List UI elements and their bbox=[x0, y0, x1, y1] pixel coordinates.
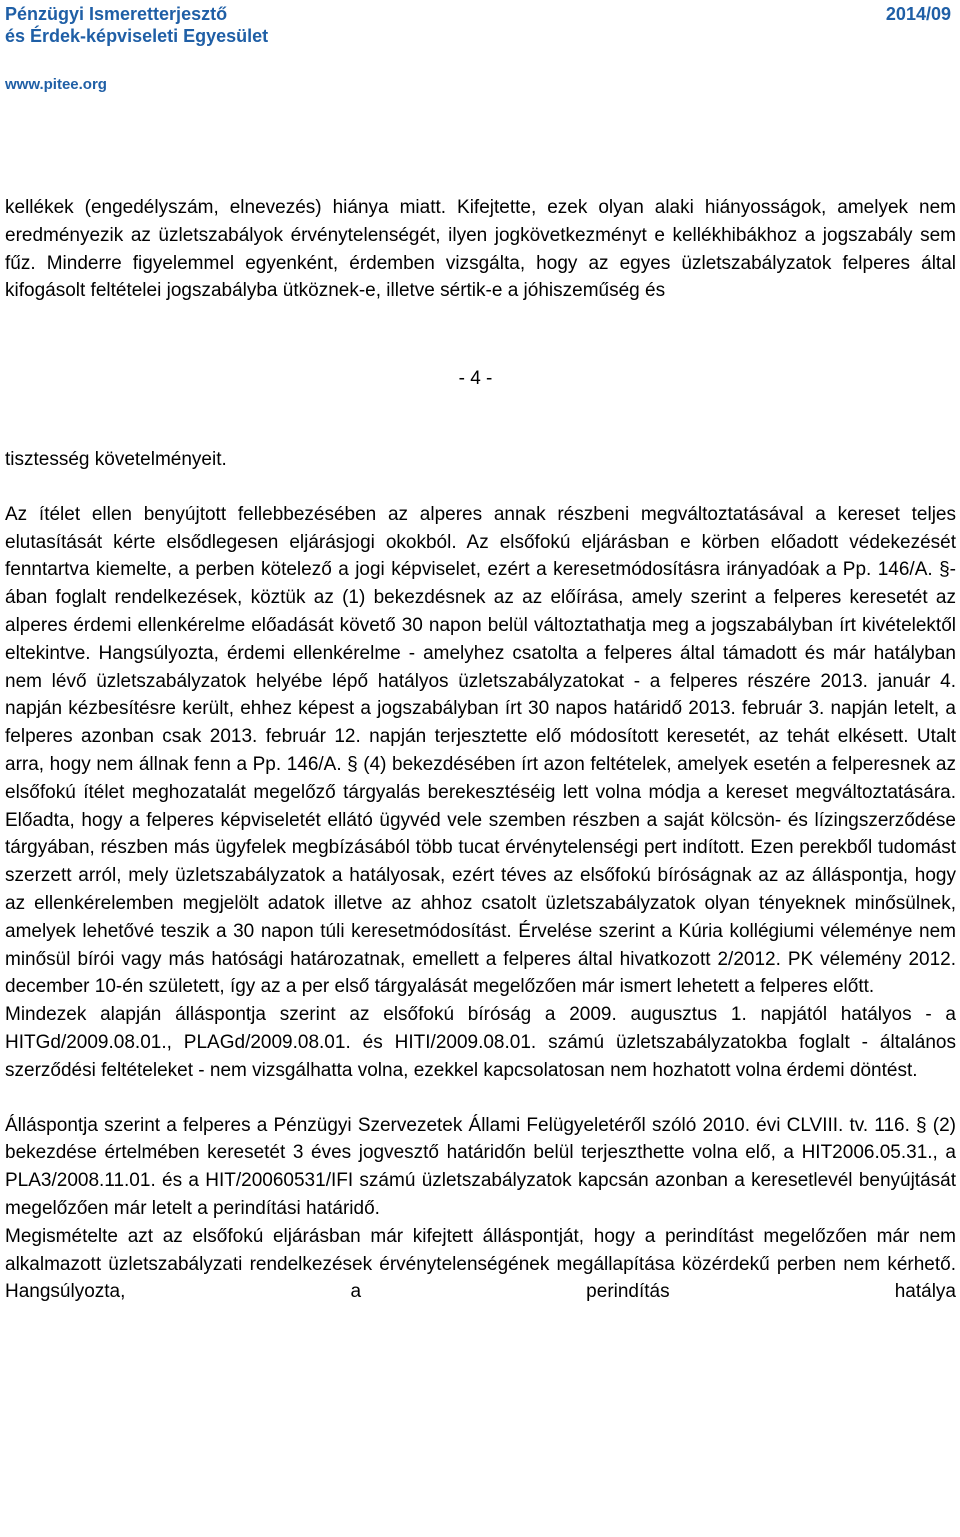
body-text bbox=[5, 446, 956, 1306]
paragraph: Mindezek alapján álláspontja szerint az elsőfokú bíróság a 2009. augusztus 1. napjától hatályos - a HITGd/2009.08.01., PLAGd/2009.08.01. és HITI/2009.08.01. számú üzletszabályzatokba foglalt - általános szerződési feltételeket - nem vizsgálhatta volna, ezekkel kapcsolatosan nem hozhatott volna érdemi döntést. bbox=[5, 1004, 956, 1081]
organization-name-line-1: Pénzügyi Ismeretterjesztő bbox=[5, 4, 228, 24]
document-header bbox=[5, 3, 951, 99]
body-text-top bbox=[5, 194, 956, 305]
paragraph: kellékek (engedélyszám, elnevezés) hiánya miatt. Kifejtette, ezek olyan alaki hiányosságok, amelyek nem eredményezik az üzletszabályok érvénytelenségét, ilyen jogkövetkezményt e kellékhibákhoz a jogszabály sem fűz. Minderre figyelemmel egyenként, érdemben vizsgálta, hogy az egyes üzletszabályzatok felperes által kifogásolt feltételei jogszabályba ütköznek-e, illetve sértik-e a jóhiszeműség és bbox=[5, 197, 956, 302]
paragraph: Az ítélet ellen benyújtott fellebbezésében az alperes annak részbeni megváltoztatásával a kereset teljes elutasítását kérte elsődlegesen eljárásjogi okokból. Az elsőfokú eljárásban e körben előadott védekezését fenntartva kiemelte, a perben kötelező a jogi képviselet, ezért a keresetmódosításra irányadóak a Pp. 146/A. §-ában foglalt rendelkezések, köztük az (1) bekezdésnek az az előírása, amely szerint a felperes keresetét az alperes érdemi ellenkérelme előadását követő 30 napon belül változtathatja meg a jogszabályban írt kivételektől eltekintve. Hangsúlyozta, érdemi ellenkérelme - amelyhez csatolta a felperes által támadott és már hatályban nem lévő üzletszabályzatok helyébe lépő hatályos üzletszabályzatokat - a felperes részére 2013. január 4. napján kézbesítésre került, ehhez képest a jogszabályban írt 30 napos határidő 2013. február 3. napján letelt, a felperes azonban csak 2013. február 12. napján terjesztette elő módosított keresetét, az tehát elkésett. Utalt arra, hogy nem állnak fenn a Pp. 146/A. § (4) bekezdésében írt azon feltételek, amelyek esetén a felperesnek az elsőfokú ítélet meghozatalát megelőző tárgyalás berekesztéséig lett volna módja a kereset megváltoztatására. Előadta, hogy a felperes képviseletét ellátó ügyvéd vele szemben részben a saját kölcsön- és lízingszerződése tárgyában, részben más ügyfelek megbízásából több tucat érvénytelenségi pert indított. Ezen perekből tudomást szerzett arról, mely üzletszabályzatok a hatályosak, ezért téves az elsőfokú bíróságnak az az álláspontja, hogy az ellenkérelemben megjelölt adatok illetve az ahhoz csatolt üzletszabályzatok olyan tényeknek minősülnek, amelyek lehetővé teszik a 30 napon túli keresetmódosítást. Érvelése szerint a Kúria kollégiumi véleménye nem minősül bírói vagy más hatósági határozatnak, emellett a felperes által hivatkozott 2/2012. PK vélemény 2012. december 10-én született, így az a per első tárgyalását megelőzően már ismert lehetett a felperes előtt. bbox=[5, 503, 956, 998]
website-link[interactable]: www.pitee.org bbox=[5, 76, 107, 93]
paragraph: Álláspontja szerint a felperes a Pénzügyi Szervezetek Állami Felügyeletéről szóló 2010. évi CLVIII. tv. 116. § (2) bekezdése értelmében keresetét 3 éves jogvesztő határidőn belül terjeszthette volna elő, a HIT2006.05.31., a PLA3/2008.11.01. és a HIT/20060531/IFI számú üzletszabályzatok kapcsán azonban a keresetlevél benyújtását megelőzően már letelt a perindítási határidő. bbox=[5, 1114, 956, 1219]
paragraph-gap bbox=[5, 474, 956, 501]
organization-name-line-2: és Érdek-képviseleti Egyesület bbox=[5, 26, 269, 46]
paragraph-gap bbox=[5, 1085, 956, 1112]
paragraph: Megismételte azt az elsőfokú eljárásban már kifejtett álláspontját, hogy a perindítást megelőzően már nem alkalmazott üzletszabályzati rendelkezések érvénytelenségének megállapítása közérdekű perben nem kérhető. Hangsúlyozta, a perindítás hatálya bbox=[5, 1225, 956, 1303]
paragraph: tisztesség követelményeit. bbox=[5, 449, 227, 470]
issue-number: 2014/09 bbox=[885, 4, 951, 24]
page-number: - 4 - bbox=[458, 368, 493, 389]
